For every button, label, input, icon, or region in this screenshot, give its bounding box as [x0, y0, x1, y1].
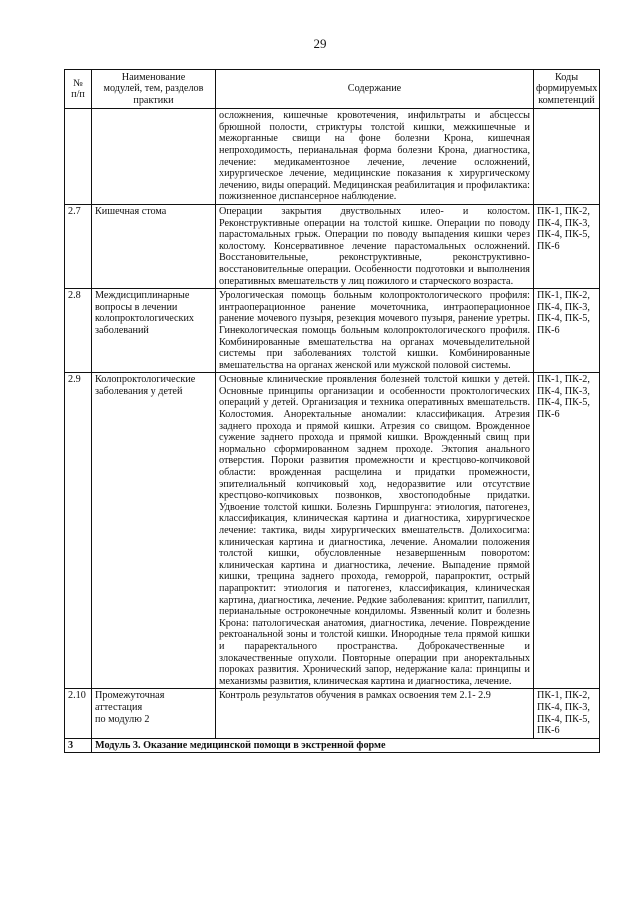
competency-code-line: ПК-4, ПК-3, [537, 301, 590, 313]
row-content: Контроль результатов обучения в рамках освоения тем 2.1- 2.9 [216, 689, 534, 738]
row-number: 2.9 [65, 373, 92, 689]
header-content: Содержание [216, 70, 534, 109]
table-row [65, 373, 600, 689]
header-competency-codes: Коды формируемых компетенций [534, 70, 600, 109]
table-row [65, 204, 600, 288]
row-content: Основные клинические проявления болезней толстой кишки у детей. Основные принципы организации и особенности проктологических операций у детей. Организация и техника оперативных вмешательств. Колостомия. Аноректальные аномалии: классификация. Атрезия заднего прохода и прямой кишки. Атрезия со свищом. Врожденное сужение заднего прохода и прямой кишки. Врожденный свищ при нормально сформированном заднем проходе. Эктопия анального отверстия. Пороки развития промежности и крестцово-копчиковой области: врожденная расщелина и придатки промежности, эпителиальный копчиковый ход, недоразвитие или отсутствие крестцово-копчиковых позвонков, хвостоподобные придатки. Удвоение толстой кишки. Болезнь Гиршпрунга: этиология, патогенез, классификация, клиническая картина и диагностика, хирургическое лечение: тактика, виды хирургических вмешательств. Долихосигма: клиническая картина и диагностика, лечение. Аномалии положения толстой кишки, обусловленные незавершенным поворотом: клиническая картина и диагностика, лечение. Выпадение прямой кишки, трещина заднего прохода, геморрой, парапроктит, острый парапроктит: этиология и патогенез, классификация, клиническая картина, диагностика, лечение. Редкие заболевания: криптит, папиллит, перианальные остроконечные кондиломы. Язвенный колит и болезнь Крона: патологическая анатомия, диагностика, лечение. Повреждение ректоанальной зоны и толстой кишки. Инородные тела прямой кишки и параректального пространства. Доброкачественные и злокачественные опухоли. Повторные операции при аноректальных пороках развития. Хронический запор, недержание кала: принципы и механизмы развития, клиническая картина и диагностика, лечение. [216, 373, 534, 689]
row-competency-codes [534, 689, 600, 738]
competency-code-line: ПК-6 [537, 409, 560, 421]
competency-code-line: ПК-6 [537, 725, 560, 737]
table-header-row [65, 70, 600, 109]
row-topic-name: Междисциплинарные вопросы в лечении колопроктологических заболеваний [92, 289, 216, 373]
table-row [65, 689, 600, 738]
competency-code-line: ПК-1, ПК-2, [537, 690, 590, 702]
row-number: 2.8 [65, 289, 92, 373]
row-topic-name: Колопроктологические заболевания у детей [92, 373, 216, 689]
row-number [65, 109, 92, 205]
row-topic-name: Промежуточная аттестация по модулю 2 [92, 689, 216, 738]
competency-code-line: ПК-4, ПК-5, [537, 397, 590, 409]
table-row [65, 289, 600, 373]
competency-code-line: ПК-6 [537, 240, 560, 252]
module-header-row [65, 738, 600, 753]
competency-code-line: ПК-4, ПК-5, [537, 713, 590, 725]
competency-code-line: ПК-1, ПК-2, [537, 205, 590, 217]
competency-code-line: ПК-1, ПК-2, [537, 290, 590, 302]
competency-code-line: ПК-4, ПК-3, [537, 385, 590, 397]
competency-code-line: ПК-4, ПК-3, [537, 701, 590, 713]
row-number: 2.10 [65, 689, 92, 738]
row-content: Операции закрытия двуствольных илео- и колостом. Реконструктивные операции на толстой кишке. Операции по поводу парастомальных грыж. Операции по поводу выпадения кишки через колостому. Консервативное лечение парастомальных осложнений. Восстановительные, реконструктивные, реконструктивно-восстановительные операции. Особенности подготовки и выполнения оперативных вмешательств у лиц пожилого и старческого возраста. [216, 204, 534, 288]
header-module-name: Наименование модулей, тем, разделов практики [92, 70, 216, 109]
competency-code-line: ПК-4, ПК-5, [537, 229, 590, 241]
competency-code-line: ПК-4, ПК-5, [537, 313, 590, 325]
module-title: Модуль 3. Оказание медицинской помощи в экстренной форме [92, 738, 600, 753]
row-content: осложнения, кишечные кровотечения, инфильтраты и абсцессы брюшной полости, стриктуры толстой кишки, межкишечные и межорганные свищи на фоне болезни Крона, кишечная непроходимость, перианальная форма болезни Крона, диагностика, лечение: медикаментозное лечение, лечение осложнений, хирургическое лечение, медицинские показания к хирургическому лечению, виды операций. Медицинская реабилитация и профилактика: пожизненное диспансерное наблюдение. [216, 109, 534, 205]
competency-code-line: ПК-4, ПК-3, [537, 217, 590, 229]
competency-code-line: ПК-1, ПК-2, [537, 374, 590, 386]
page-number: 29 [313, 36, 327, 51]
row-content: Урологическая помощь больным колопроктологического профиля: интраоперационное ранение мочеточника, интраоперационное ранение мочевого пузыря, резекция мочевого пузыря, ранение уретры. Гинекологическая помощь больным колопроктологического профиля. Комбинированные вмешательства на органах мочевыделительной системы при заболеваниях толстой кишки. Комбинированные вмешательства на органах женской или мужской половой системы. [216, 289, 534, 373]
table-row [65, 109, 600, 205]
header-number: № п/п [65, 70, 92, 109]
curriculum-table [64, 69, 600, 753]
row-topic-name [92, 109, 216, 205]
row-competency-codes [534, 373, 600, 689]
module-number: 3 [65, 738, 92, 753]
row-number: 2.7 [65, 204, 92, 288]
row-topic-name: Кишечная стома [92, 204, 216, 288]
row-competency-codes [534, 289, 600, 373]
competency-code-line: ПК-6 [537, 324, 560, 336]
row-competency-codes [534, 109, 600, 205]
row-competency-codes [534, 204, 600, 288]
